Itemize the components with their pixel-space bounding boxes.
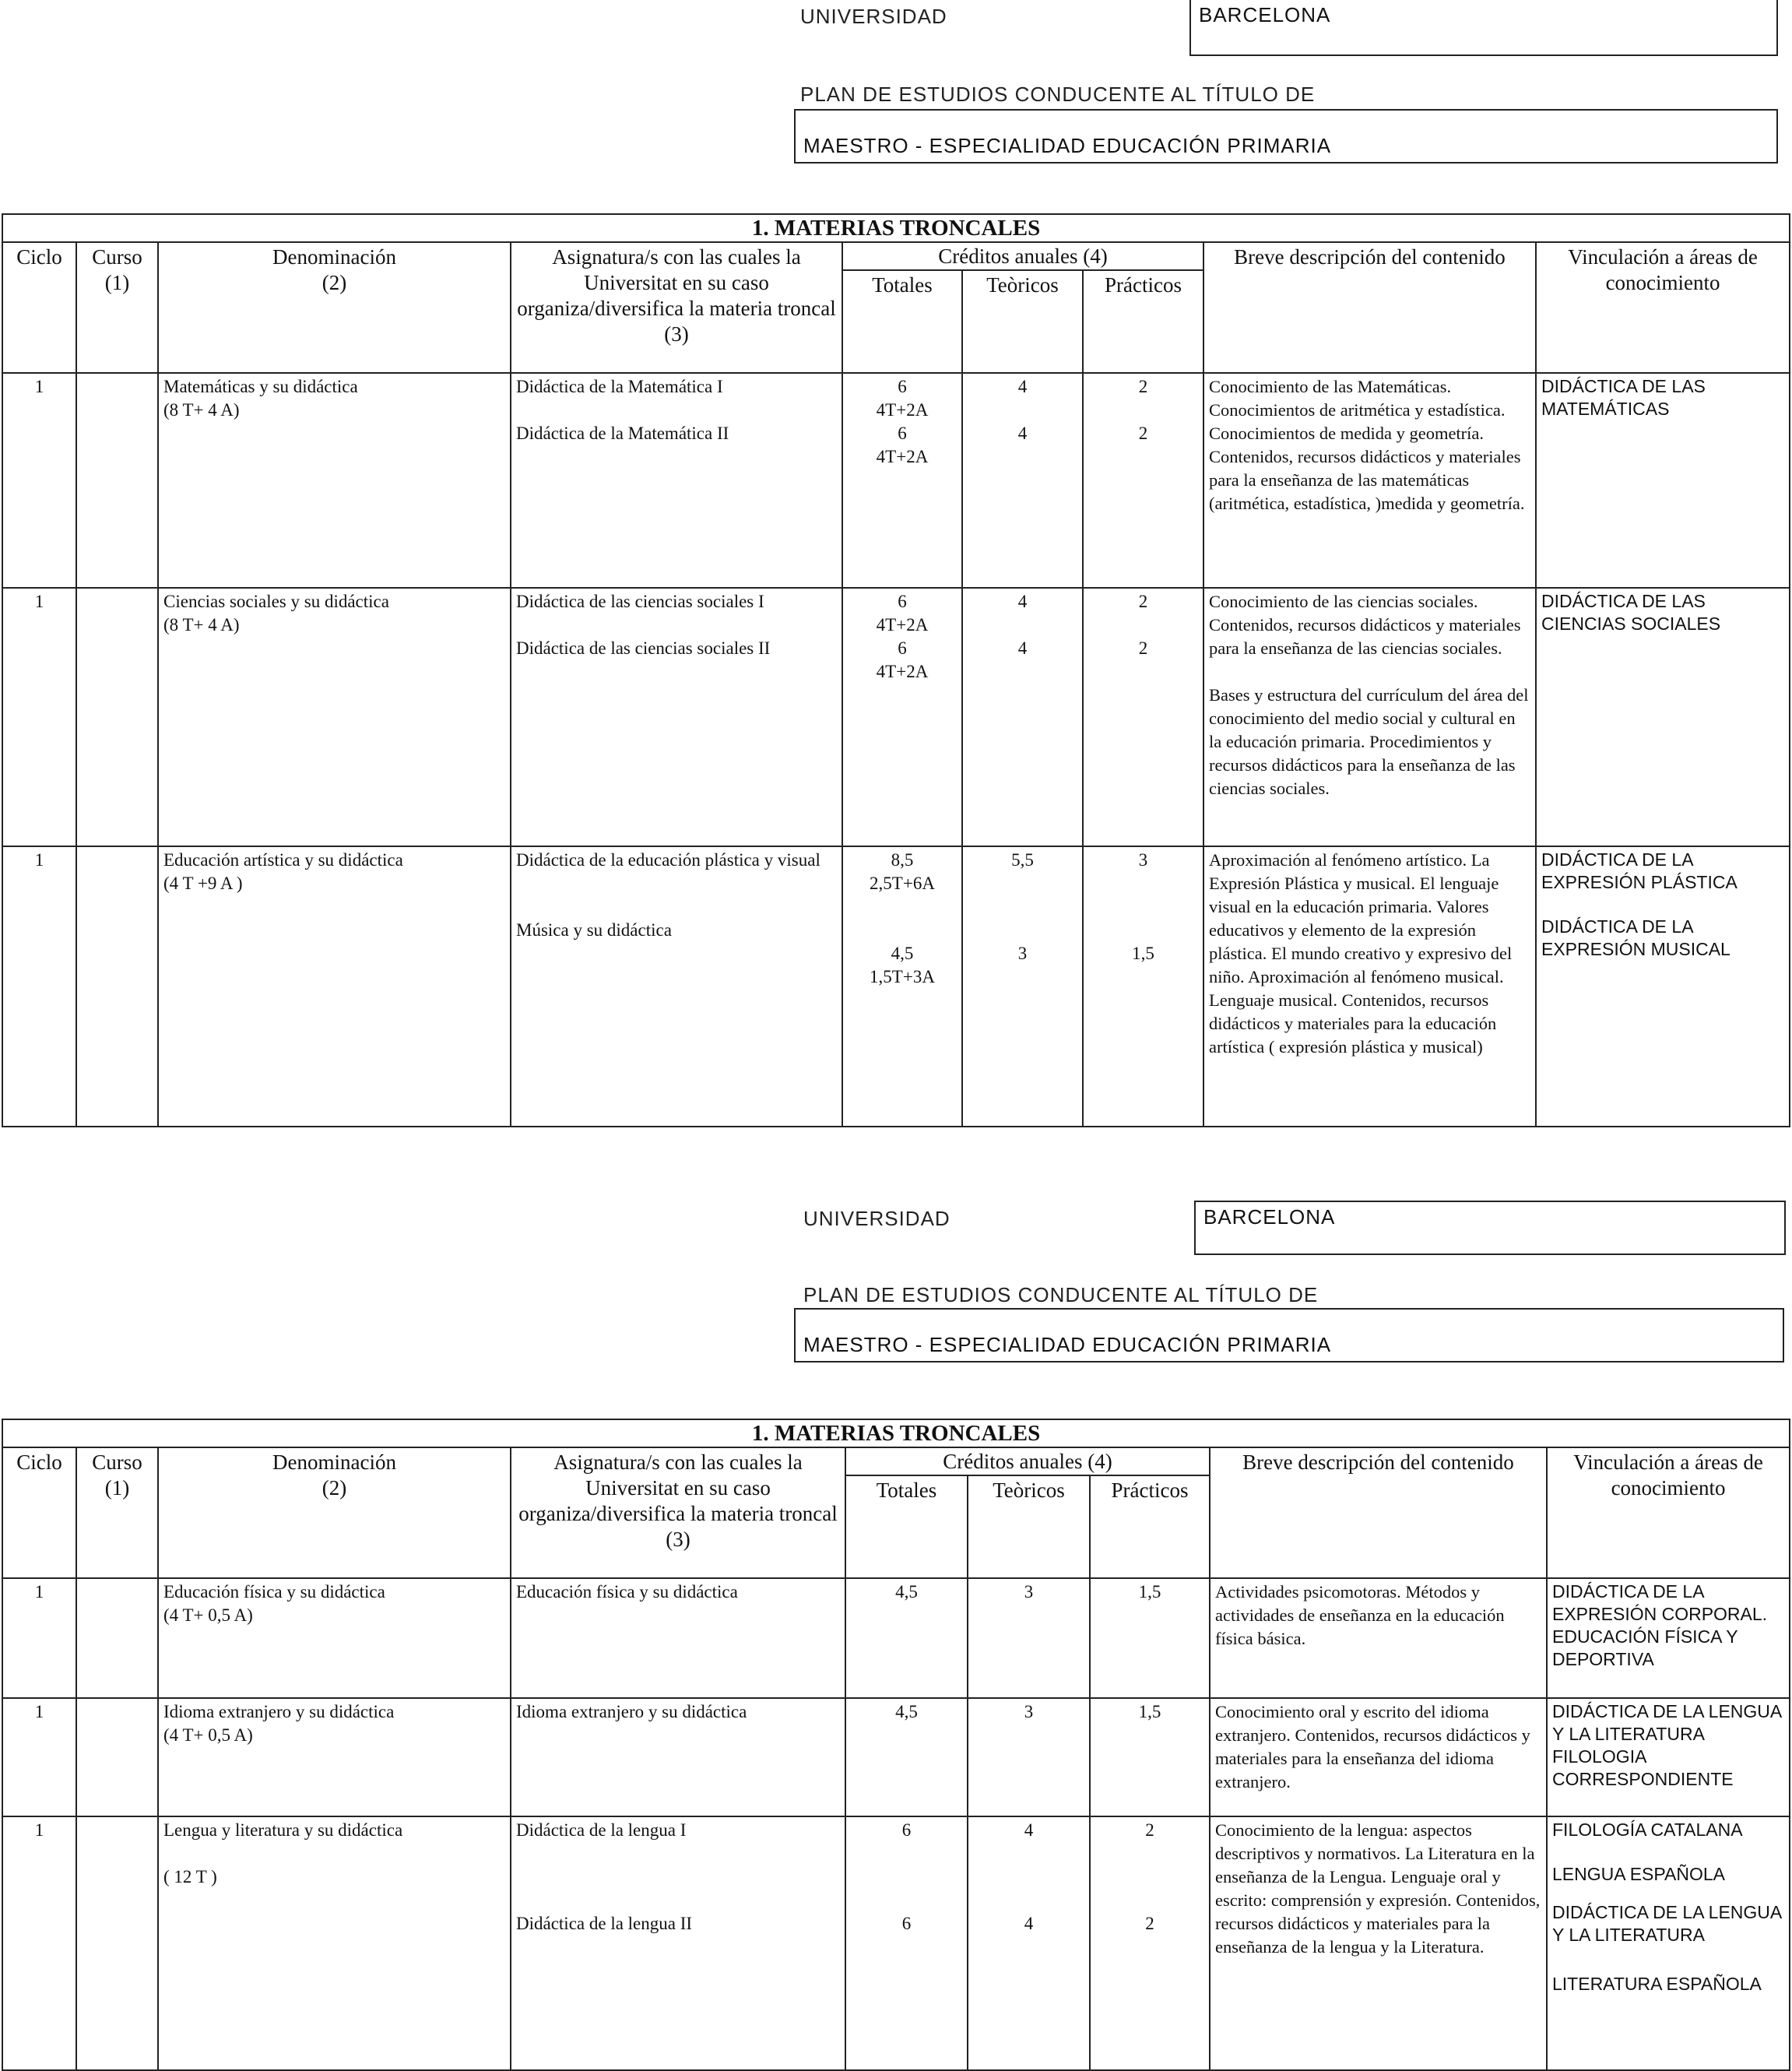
table-title: 1. MATERIAS TRONCALES (2, 1419, 1790, 1447)
header-denominacion: Denominación (2) (158, 1447, 511, 1578)
plan-field: MAESTRO - ESPECIALIDAD EDUCACIÓN PRIMARIA (794, 1308, 1784, 1362)
practicos-cell: 1,5 (1090, 1698, 1210, 1816)
curso-cell (76, 588, 158, 846)
asignatura-cell: Idioma extranjero y su didáctica (511, 1698, 845, 1816)
totales-cell: 6 6 (845, 1816, 968, 2070)
denominacion-cell: Ciencias sociales y su didáctica (8 T+ 4 A) (158, 588, 511, 846)
asignatura-cell: Didáctica de la lengua I Didáctica de la lengua II (511, 1816, 845, 2070)
plan-field: MAESTRO - ESPECIALIDAD EDUCACIÓN PRIMARIA (794, 109, 1778, 164)
header-creditos: Créditos anuales (4) (842, 242, 1203, 270)
vinculacion-cell: DIDÁCTICA DE LA EXPRESIÓN PLÁSTICA DIDÁCTICA DE LA EXPRESIÓN MUSICAL (1536, 846, 1790, 1127)
teoricos-cell: 4 4 (968, 1816, 1090, 2070)
practicos-cell: 2 2 (1090, 1816, 1210, 2070)
table-title: 1. MATERIAS TRONCALES (2, 214, 1790, 242)
table-row (2, 1698, 1790, 1816)
header-practicos: Prácticos (1083, 270, 1203, 373)
asignatura-cell: Didáctica de la Matemática I Didáctica de la Matemática II (511, 373, 842, 588)
teoricos-cell: 5,5 3 (962, 846, 1083, 1127)
header-curso: Curso (1) (76, 242, 158, 373)
teoricos-cell: 3 (968, 1698, 1090, 1816)
ciclo-cell: 1 (2, 1816, 76, 2070)
table-row (2, 373, 1790, 588)
denominacion-cell: Educación artística y su didáctica (4 T +9 A ) (158, 846, 511, 1127)
curso-cell (76, 1816, 158, 2070)
denominacion-cell: Idioma extranjero y su didáctica (4 T+ 0,5 A) (158, 1698, 511, 1816)
vinculacion-cell: DIDÁCTICA DE LA LENGUA Y LA LITERATURA FILOLOGIA CORRESPONDIENTE (1547, 1698, 1790, 1816)
practicos-cell: 1,5 (1090, 1578, 1210, 1698)
header-teoricos: Teòricos (962, 270, 1083, 373)
header-totales: Totales (845, 1475, 968, 1578)
curso-cell (76, 846, 158, 1127)
totales-cell: 6 4T+2A 6 4T+2A (842, 373, 962, 588)
practicos-cell: 3 1,5 (1083, 846, 1203, 1127)
ciclo-cell: 1 (2, 588, 76, 846)
header-denominacion: Denominación (2) (158, 242, 511, 373)
plan-label: PLAN DE ESTUDIOS CONDUCENTE AL TÍTULO DE (803, 1283, 1319, 1306)
materias-table (2, 213, 1790, 1127)
teoricos-cell: 4 4 (962, 373, 1083, 588)
header-teoricos: Teòricos (968, 1475, 1090, 1578)
vinculacion-cell: DIDÁCTICA DE LA EXPRESIÓN CORPORAL. EDUCACIÓN FÍSICA Y DEPORTIVA (1547, 1578, 1790, 1698)
header-asignatura: Asignatura/s con las cuales la Universitat en su caso organiza/diversifica la materia troncal (3) (511, 242, 842, 373)
totales-cell: 8,5 2,5T+6A 4,5 1,5T+3A (842, 846, 962, 1127)
plan-label: PLAN DE ESTUDIOS CONDUCENTE AL TÍTULO DE (800, 83, 1316, 106)
descripcion-cell: Aproximación al fenómeno artístico. La Expresión Plástica y musical. El lenguaje visual en la educación primaria. Valores educativos y elemento de la expresión plástica. El mundo creativo y expresivo del niño. Aproximación al fenómeno musical. Lenguaje musical. Contenidos, recursos didácticos y materiales para la educación artística ( expresión plástica y musical) (1203, 846, 1536, 1127)
header-descripcion: Breve descripción del contenido (1203, 242, 1536, 373)
materias-table (2, 1419, 1790, 2071)
denominacion-cell: Educación física y su didáctica (4 T+ 0,5 A) (158, 1578, 511, 1698)
ciclo-cell: 1 (2, 1698, 76, 1816)
practicos-cell: 2 2 (1083, 588, 1203, 846)
descripcion-cell: Conocimiento de las Matemáticas. Conocimientos de aritmética y estadística. Conocimientos de medida y geometría. Contenidos, recursos didácticos y materiales para la enseñanza de las matemáticas (aritmética, estadística, )medida y geometría. (1203, 373, 1536, 588)
vinculacion-cell: DIDÁCTICA DE LAS CIENCIAS SOCIALES (1536, 588, 1790, 846)
universidad-label: UNIVERSIDAD (800, 5, 947, 28)
vinculacion-cell: FILOLOGÍA CATALANA LENGUA ESPAÑOLA DIDÁCTICA DE LA LENGUA Y LA LITERATURA LITERATURA ESPAÑOLA (1547, 1816, 1790, 2070)
asignatura-cell: Educación física y su didáctica (511, 1578, 845, 1698)
asignatura-cell: Didáctica de la educación plástica y visual Música y su didáctica (511, 846, 842, 1127)
header-ciclo: Ciclo (2, 242, 76, 373)
vinculacion-cell: DIDÁCTICA DE LAS MATEMÁTICAS (1536, 373, 1790, 588)
totales-cell: 4,5 (845, 1698, 968, 1816)
table-row (2, 1816, 1790, 2070)
header-vinculacion: Vinculación a áreas de conocimiento (1536, 242, 1790, 373)
curso-cell (76, 1578, 158, 1698)
descripcion-cell: Conocimiento de las ciencias sociales. Contenidos, recursos didácticos y materiales para la enseñanza de las ciencias sociales. Bases y estructura del currículum del área del conocimiento del medio social y cultural en la educación primaria. Procedimientos y recursos didácticos para la enseñanza de las ciencias sociales. (1203, 588, 1536, 846)
descripcion-cell: Actividades psicomotoras. Métodos y actividades de enseñanza en la educación física básica. (1210, 1578, 1547, 1698)
table-row (2, 1578, 1790, 1698)
header-totales: Totales (842, 270, 962, 373)
teoricos-cell: 4 4 (962, 588, 1083, 846)
denominacion-cell: Lengua y literatura y su didáctica ( 12 T ) (158, 1816, 511, 2070)
ciclo-cell: 1 (2, 1578, 76, 1698)
curso-cell (76, 373, 158, 588)
table-row (2, 588, 1790, 846)
totales-cell: 6 4T+2A 6 4T+2A (842, 588, 962, 846)
curso-cell (76, 1698, 158, 1816)
header-ciclo: Ciclo (2, 1447, 76, 1578)
header-creditos: Créditos anuales (4) (845, 1447, 1210, 1475)
descripcion-cell: Conocimiento oral y escrito del idioma extranjero. Contenidos, recursos didácticos y materiales para la enseñanza del idioma extranjero. (1210, 1698, 1547, 1816)
asignatura-cell: Didáctica de las ciencias sociales I Didáctica de las ciencias sociales II (511, 588, 842, 846)
ciclo-cell: 1 (2, 846, 76, 1127)
header-vinculacion: Vinculación a áreas de conocimiento (1547, 1447, 1790, 1578)
teoricos-cell: 3 (968, 1578, 1090, 1698)
table-row (2, 846, 1790, 1127)
ciclo-cell: 1 (2, 373, 76, 588)
header-descripcion: Breve descripción del contenido (1210, 1447, 1547, 1578)
header-curso: Curso (1) (76, 1447, 158, 1578)
universidad-field: BARCELONA (1189, 0, 1778, 56)
universidad-field: BARCELONA (1194, 1201, 1786, 1255)
header-asignatura: Asignatura/s con las cuales la Universitat en su caso organiza/diversifica la materia troncal (3) (511, 1447, 845, 1578)
denominacion-cell: Matemáticas y su didáctica (8 T+ 4 A) (158, 373, 511, 588)
descripcion-cell: Conocimiento de la lengua: aspectos descriptivos y normativos. La Literatura en la enseñanza de la Lengua. Lenguaje oral y escrito: comprensión y expresión. Contenidos, recursos didácticos y materiales para la enseñanza de la lengua y la Literatura. (1210, 1816, 1547, 2070)
header-practicos: Prácticos (1090, 1475, 1210, 1578)
universidad-label: UNIVERSIDAD (803, 1207, 950, 1230)
practicos-cell: 2 2 (1083, 373, 1203, 588)
totales-cell: 4,5 (845, 1578, 968, 1698)
